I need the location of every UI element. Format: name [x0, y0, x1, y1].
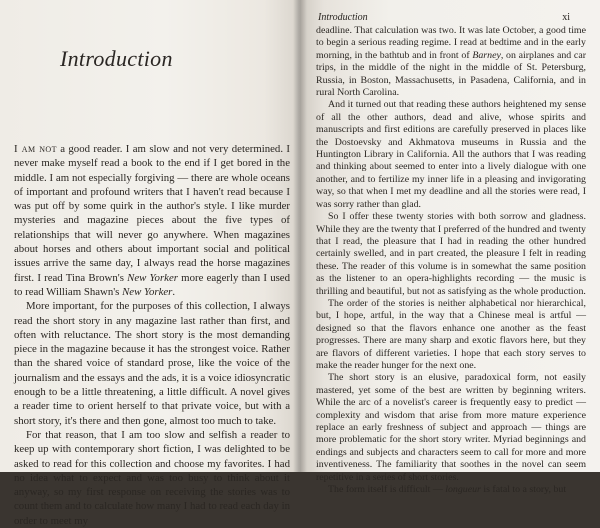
italic-title: New Yorker	[122, 285, 173, 298]
italic-word: longueur	[445, 484, 481, 496]
italic-title: Barney	[472, 49, 501, 61]
right-page	[300, 0, 600, 496]
paragraph: The order of the stories is neither alphabetical nor hierarchical, but, I hope, artful, in the way that a Chinese meal is artful — designed so that the flavors enhance one another as the feast progresses. There are many sharp and exotic flavors here, but they are flavors of different varieties. I hope that each story serves to make the reader hunger for the next one.	[316, 297, 586, 371]
page-number: xi	[562, 12, 570, 23]
paragraph: So I offer these twenty stories with both sorrow and gladness. While they are the twenty that I preferred of the hundred and twenty that I read, the pleasure that I had in reading the other hundred certainly swelled, and in part created, the pleasure I felt in reading these. The reader of this volume is in somewhat the same position as the listener to an opera-highlights recording — the music is thrilling and beautiful, but not as satisfying as the whole production.	[316, 211, 586, 297]
paragraph: And it turned out that reading these authors heightened my sense of all the other authors, dead and alive, whose spirits and manuscripts and first editions are carefully preserved in places like the Dostoevsky and Akhmatova museums in Russia and the Huntington Library in California. All the authors that I was reading and thinking about seemed to enter into a lively dialogue with one another, and to fertilize my inner life in a pleasing and invigorating way, so that when I met my deadline and all the stories were read, I was sorry rather than glad.	[316, 99, 586, 210]
left-page-body	[14, 142, 290, 528]
paragraph-text: .	[172, 285, 176, 298]
paragraph-text: more eagerly than I used to read William Shawn's	[14, 271, 290, 298]
paragraph-text: deadline. That calculation was two. It was late October, a good time to begin a serious reading regime. I read at bedtime and in the early morning, in the bathtub and in front of	[316, 25, 586, 61]
paragraph	[14, 142, 290, 299]
paragraph-text: is fatal to a story, but	[480, 484, 567, 496]
running-head: Introduction	[318, 12, 368, 23]
paragraph-text: , on airplanes and car trips, in the middle of the night in the middle of St. Petersburg, Russia, in Boston, Massachusetts, in Pasadena, California, and in rural North Carolina.	[316, 49, 586, 99]
paragraph-text: The form itself is difficult —	[328, 484, 446, 496]
italic-title: New Yorker	[127, 271, 178, 284]
chapter-title: Introduction	[60, 46, 173, 71]
right-page-body	[316, 25, 586, 496]
paragraph: For that reason, that I am too slow and selfish a reader to keep up with contemporary short fiction, I was delighted to be asked to read for this collection and choose my favorites. I had no idea what to expect and was too busy to think about it anyway, so my first response on receiving the stories was to count them and to calculate how many I had to read each day in order to meet my	[14, 428, 290, 527]
paragraph-text: a good reader. I am slow and not very determined. I never make myself read a book to the end if I get bored in the middle. I am not especially forgiving — there are whole oceans of important and profound writers that I haven't read because I was put off by some quirk in the author's style. I like murder mysteries and magazine pieces about the five types of relationships that will never go anywhere. When magazines about horses and others about important social and political issues arrive the same day, I always read the horse magazines first. I read Tina Brown's	[14, 143, 290, 284]
paragraph	[316, 25, 586, 99]
paragraph: The short story is an elusive, paradoxical form, not easily mastered, yet some of the best are written by beginning writers. While the arc of a novelist's career is frequently easy to predict — complexity and wisdom that arise from more mature experience replace an early freshness of subject and approach — things are more problematic for the short story writer. Myriad beginnings and endings and subjects and characters seem to call for more and more inventiveness. The familiarity that soothes in the novel can seem repetitive in a series of short stories.	[316, 372, 586, 483]
left-page	[0, 0, 300, 527]
paragraph	[316, 484, 586, 496]
paragraph: More important, for the purposes of this collection, I always read the short story in any magazine last rather than first, and often with reluctance. The short story is the most demanding piece in the magazine because it has the strongest voice. Rather than the shared voice of standard prose, like the voice of the journalism and the essays and the ads, it is a voice idiosyncratic enough to be a little threatening, a little difficult. A novel gives a reader time to orient herself to that private voice, but with a short story, it's there and then gone, almost too much to take.	[14, 300, 290, 427]
drop-lead-words: I am not	[14, 143, 57, 155]
